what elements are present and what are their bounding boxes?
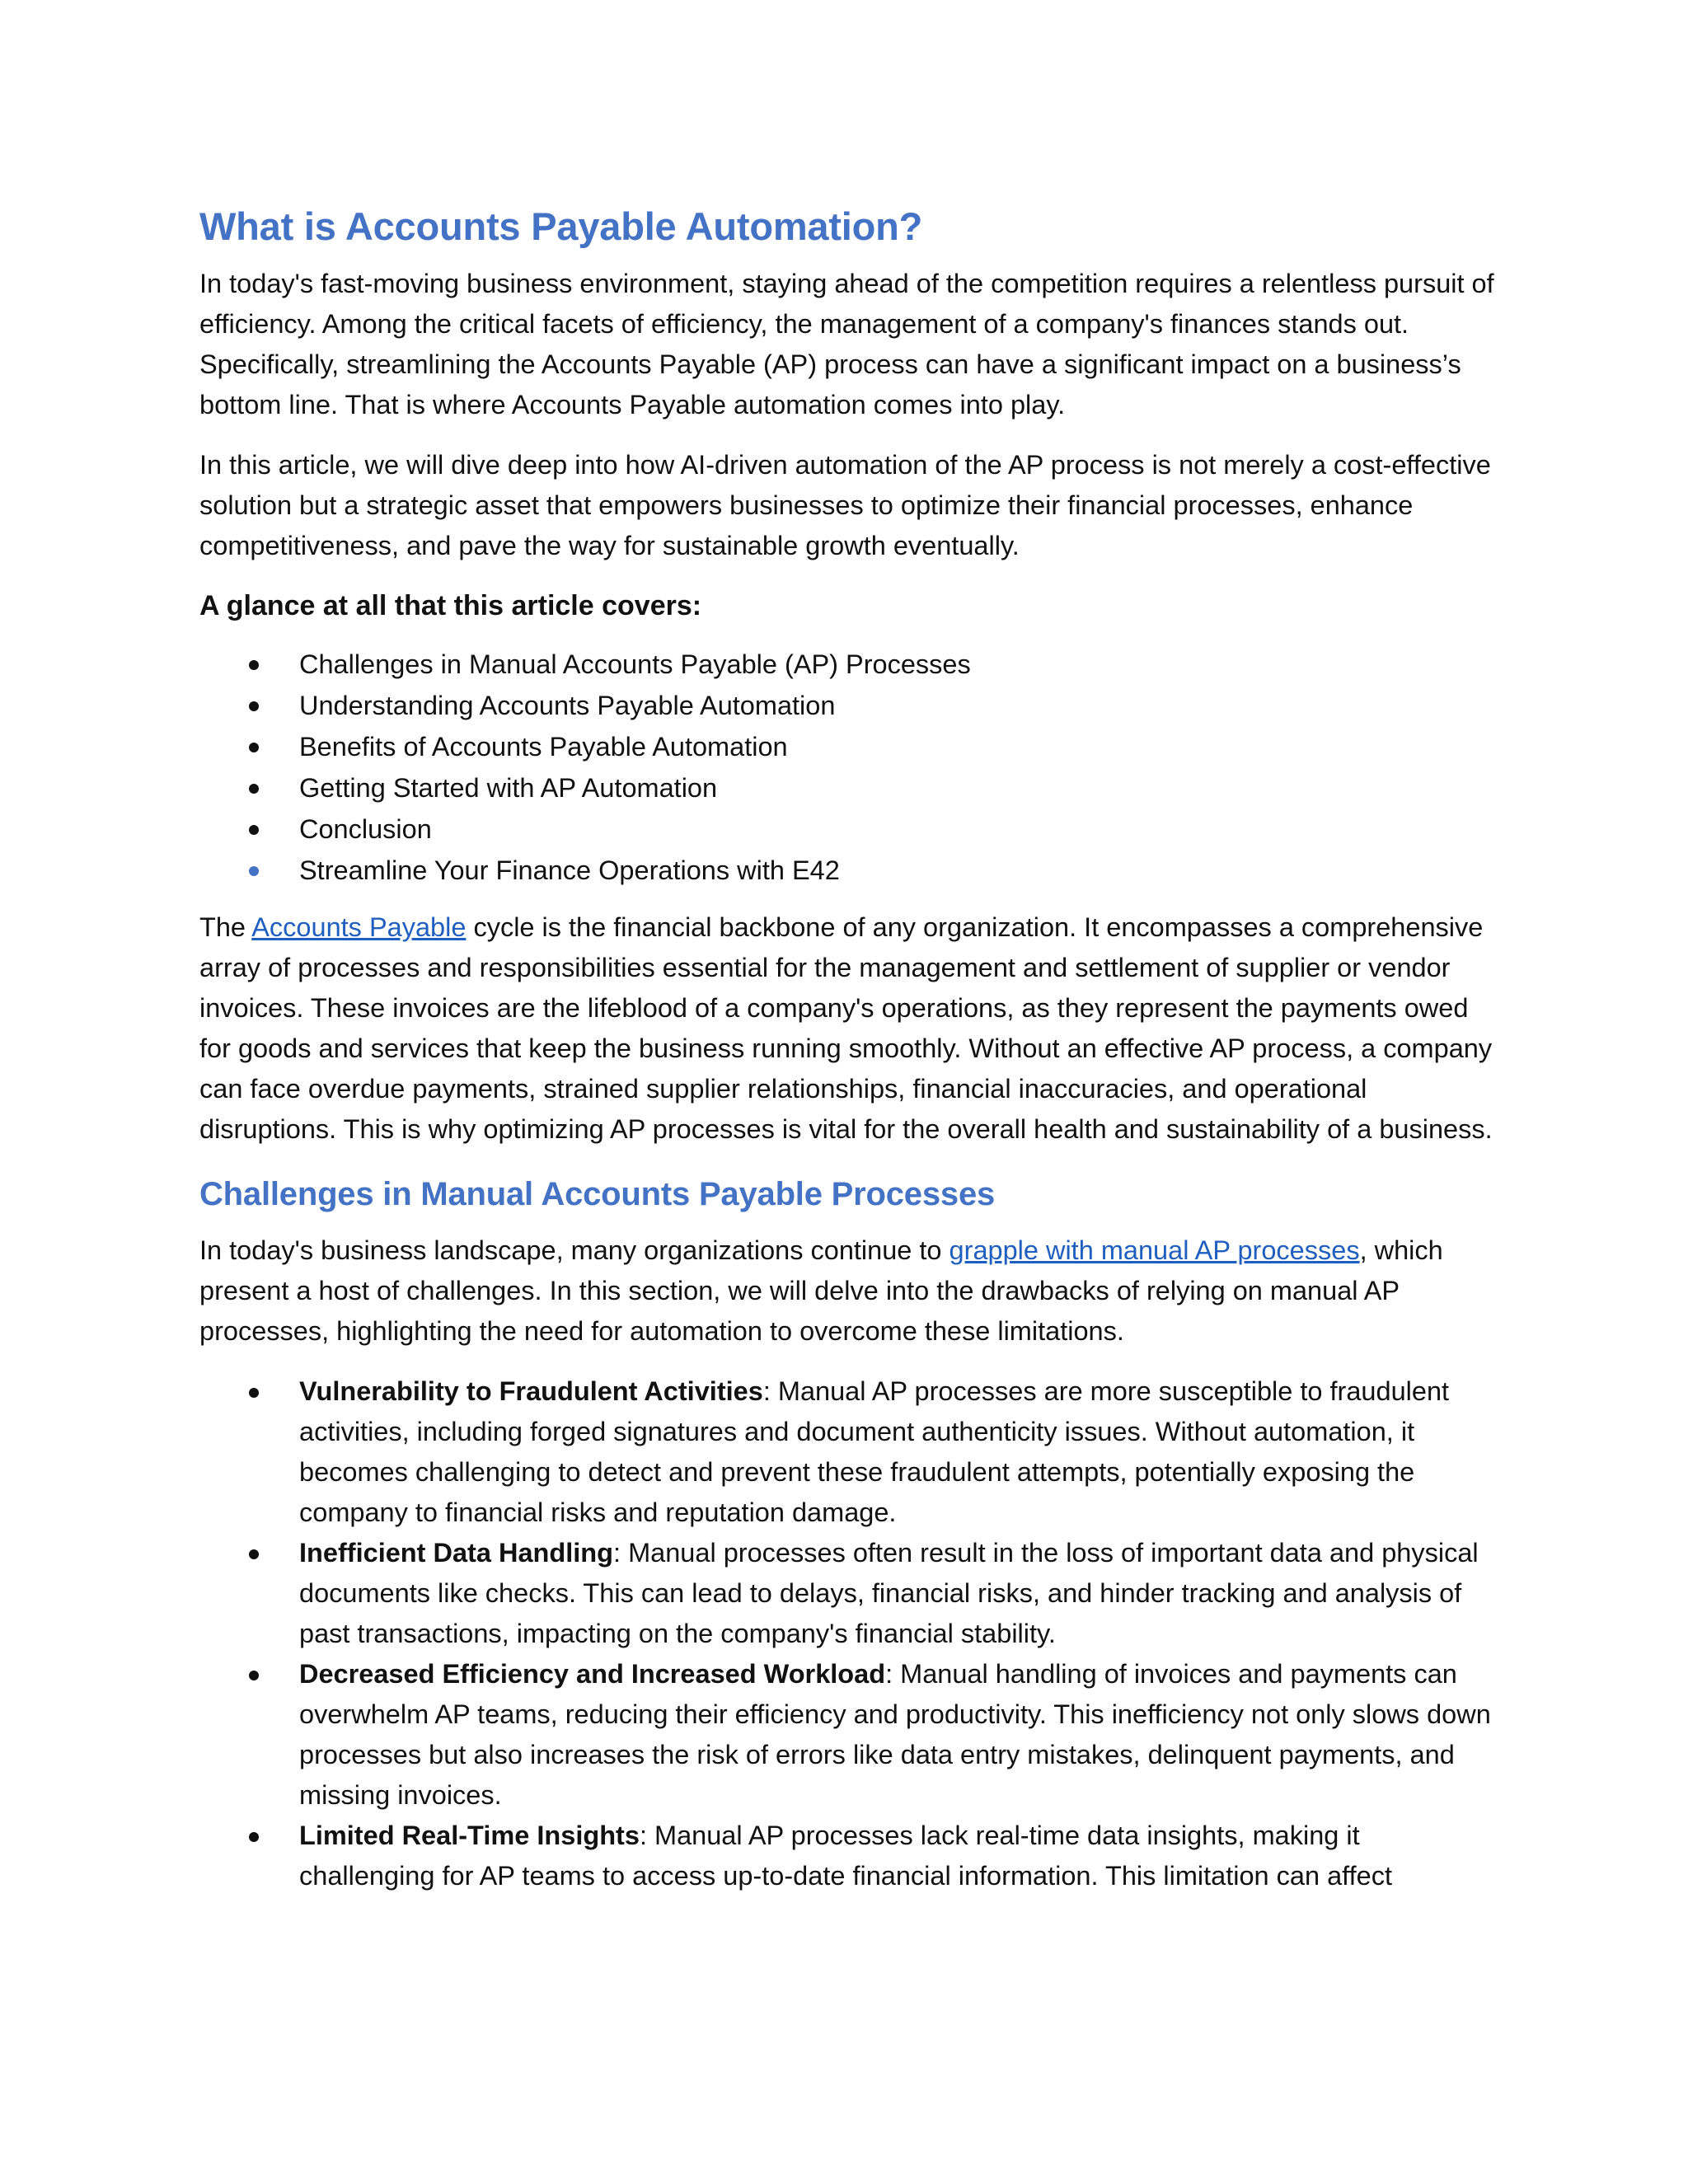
toc-item (199, 685, 1498, 726)
challenge-text: : Manual processes often result in the loss of important data and physical documents like checks. This can lead to delays, financial risks, and hinder tracking and analysis of past transactions, impacting on the company's financial stability. (299, 1538, 1479, 1648)
manual-ap-processes-link[interactable]: grapple with manual AP processes (949, 1235, 1360, 1265)
intro-paragraph-2: In this article, we will dive deep into how AI-driven automation of the AP process is not merely a cost-effective solution but a strategic asset that empowers businesses to optimize their financial processes, enhance competitiveness, and pave the way for sustainable growth eventually. (199, 450, 1491, 560)
bullet-icon (249, 1388, 259, 1398)
challenges-intro-body: , which present a host of challenges. In this section, we will delve into the drawbacks of relying on manual AP processes, highlighting the need for automation to overcome these limitations. (199, 1235, 1443, 1346)
challenge-term: Decreased Efficiency and Increased Workload (299, 1659, 886, 1689)
toc-item-label: Streamline Your Finance Operations with E42 (299, 855, 840, 885)
intro-paragraph-1: In today's fast-moving business environment, staying ahead of the competition requires a relentless pursuit of efficiency. Among the critical facets of efficiency, the management of a company's finances stands out. Specifically, streamlining the Accounts Payable (AP) process can have a significant impact on a business’s bottom line. That is where Accounts Payable automation comes into play. (199, 269, 1494, 419)
toc-item-label: Challenges in Manual Accounts Payable (AP) Processes (299, 649, 971, 679)
bullet-icon (249, 1671, 259, 1680)
toc-item-label: Understanding Accounts Payable Automation (299, 691, 836, 720)
bullet-icon (249, 1832, 259, 1842)
ap-paragraph-lead: The (199, 912, 252, 942)
challenges-intro-paragraph (199, 1230, 1498, 1352)
bullet-icon (249, 784, 259, 794)
section-heading: Challenges in Manual Accounts Payable Processes (199, 1176, 996, 1212)
challenge-item (199, 1533, 1498, 1654)
bullet-icon (249, 660, 259, 670)
page-title: What is Accounts Payable Automation? (199, 204, 923, 248)
article-body (199, 198, 1498, 1896)
challenge-text: : Manual AP processes are more susceptible to fraudulent activities, including forged signatures and document authenticity issues. Without automation, it becomes challenging to detect and prevent these fraudulent attempts, potentially exposing the company to financial risks and reputation damage. (299, 1376, 1450, 1527)
challenge-text: : Manual handling of invoices and payments can overwhelm AP teams, reducing their efficiency and productivity. This inefficiency not only slows down processes but also increases the risk of errors like data entry mistakes, delinquent payments, and missing invoices. (299, 1659, 1491, 1810)
toc-item (199, 850, 1498, 891)
toc-item (199, 808, 1498, 850)
toc-list (199, 644, 1498, 891)
challenge-text: : Manual AP processes lack real-time data insights, making it challenging for AP teams to access up-to-date financial information. This limitation can affect (299, 1821, 1392, 1891)
glance-heading: A glance at all that this article covers: (199, 590, 702, 621)
toc-item-label: Getting Started with AP Automation (299, 773, 718, 803)
challenge-item (199, 1816, 1498, 1896)
bullet-icon (249, 825, 259, 835)
challenges-intro-lead: In today's business landscape, many organizations continue to (199, 1235, 950, 1265)
challenge-item (199, 1654, 1498, 1816)
challenge-term: Limited Real-Time Insights (299, 1821, 640, 1850)
challenges-list (199, 1371, 1498, 1896)
toc-item-label: Benefits of Accounts Payable Automation (299, 732, 788, 762)
ap-paragraph-body: cycle is the financial backbone of any organization. It encompasses a comprehensive array of processes and responsibilities essential for the management and settlement of supplier or vendor invoices. These invoices are the lifeblood of a company's operations, as they represent the payments owed for goods and services that keep the business running smoothly. Without an effective AP process, a company can face overdue payments, strained supplier relationships, financial inaccuracies, and operational disruptions. This is why optimizing AP processes is vital for the overall health and sustainability of a business. (199, 912, 1493, 1144)
bullet-icon (249, 743, 259, 752)
bullet-icon (249, 1549, 259, 1559)
challenge-item (199, 1371, 1498, 1533)
accounts-payable-link[interactable]: Accounts Payable (251, 912, 467, 942)
challenge-term: Inefficient Data Handling (299, 1538, 614, 1568)
toc-item (199, 767, 1498, 808)
challenge-term: Vulnerability to Fraudulent Activities (299, 1376, 763, 1406)
toc-item (199, 644, 1498, 685)
toc-item-label: Conclusion (299, 814, 432, 844)
ap-cycle-paragraph (199, 907, 1498, 1150)
toc-item (199, 726, 1498, 767)
bullet-icon (249, 866, 259, 876)
bullet-icon (249, 701, 259, 711)
